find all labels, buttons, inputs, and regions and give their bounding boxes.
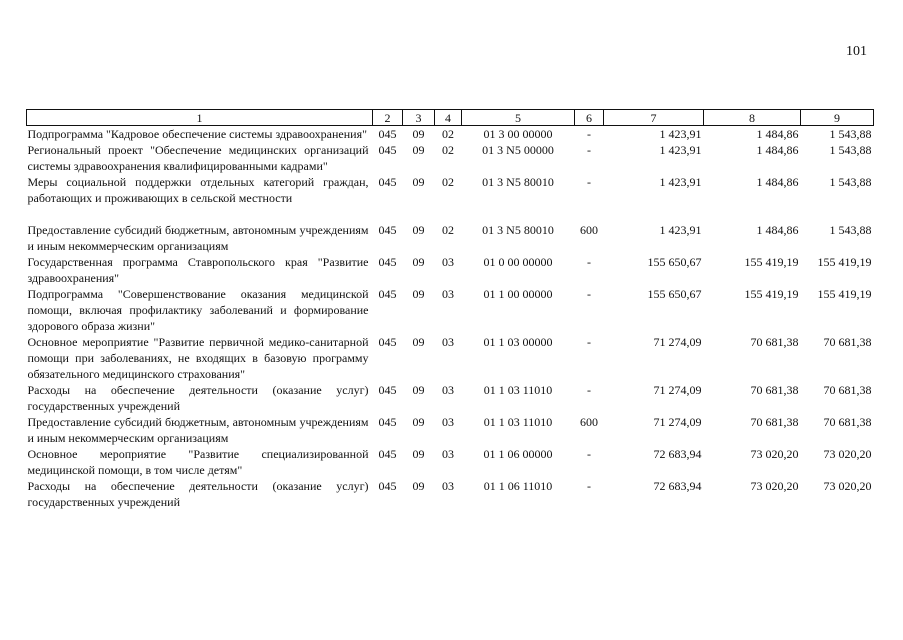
row-target-code: 01 0 00 00000 (483, 255, 553, 269)
header-col-9: 9 (801, 110, 874, 126)
row-admin-code: 045 (378, 479, 397, 493)
row-amount-7: 1 423,91 (659, 175, 702, 189)
row-target-code: 01 1 06 00000 (483, 447, 553, 461)
row-amount-9: 1 543,88 (829, 143, 872, 157)
row-section: 09 (412, 479, 425, 493)
table-row (27, 446, 874, 478)
row-target-code: 01 1 06 11010 (483, 479, 553, 493)
row-section: 09 (412, 143, 425, 157)
row-amount-7: 155 650,67 (647, 255, 702, 269)
row-subsection: 03 (442, 383, 454, 397)
row-name: Предоставление субсидий бюджетным, автономным учреждениям и иным некоммерческим организациям (27, 415, 369, 445)
row-amount-9: 155 419,19 (817, 255, 872, 269)
row-section: 09 (412, 127, 425, 141)
page-number: 101 (846, 44, 867, 59)
table-row (27, 206, 874, 254)
row-name: Меры социальной поддержки отдельных категорий граждан, работающих и проживающих в сельской местности (27, 175, 369, 205)
row-admin-code: 045 (378, 143, 397, 157)
row-amount-7: 72 683,94 (653, 479, 702, 493)
row-name: Предоставление субсидий бюджетным, автономным учреждениям и иным некоммерческим организациям (27, 223, 369, 253)
row-expense-type: - (587, 479, 591, 493)
row-admin-code: 045 (378, 127, 397, 141)
row-admin-code: 045 (378, 175, 397, 189)
header-col-2: 2 (373, 110, 403, 126)
row-amount-9: 155 419,19 (817, 287, 872, 301)
row-amount-8: 1 484,86 (756, 127, 799, 141)
row-target-code: 01 1 03 11010 (483, 415, 553, 429)
table-row (27, 126, 874, 143)
row-subsection: 03 (442, 447, 454, 461)
table-row (27, 286, 874, 334)
row-name: Расходы на обеспечение деятельности (оказание услуг) государственных учреждений (27, 383, 369, 413)
row-amount-7: 71 274,09 (653, 383, 702, 397)
row-amount-8: 73 020,20 (750, 447, 799, 461)
row-amount-8: 155 419,19 (744, 287, 799, 301)
row-name: Расходы на обеспечение деятельности (оказание услуг) государственных учреждений (27, 479, 369, 509)
row-name: Подпрограмма "Совершенствование оказания медицинской помощи, включая профилактику заболеваний и формирование здорового образа жизни" (27, 287, 369, 333)
row-expense-type: - (587, 287, 591, 301)
table-row (27, 254, 874, 286)
row-target-code: 01 1 03 11010 (483, 383, 553, 397)
header-col-8: 8 (704, 110, 801, 126)
header-col-3: 3 (403, 110, 435, 126)
row-target-code: 01 3 N5 00000 (482, 143, 554, 157)
row-amount-9: 70 681,38 (823, 383, 872, 397)
row-amount-7: 1 423,91 (659, 127, 702, 141)
row-amount-8: 1 484,86 (756, 175, 799, 189)
row-admin-code: 045 (378, 223, 397, 237)
row-expense-type: - (587, 255, 591, 269)
row-amount-8: 1 484,86 (756, 223, 799, 237)
header-col-7: 7 (604, 110, 704, 126)
row-subsection: 03 (442, 415, 454, 429)
row-section: 09 (412, 223, 425, 237)
row-subsection: 03 (442, 287, 454, 301)
row-subsection: 03 (442, 335, 454, 349)
row-amount-9: 1 543,88 (829, 175, 872, 189)
row-name: Основное мероприятие "Развитие специализированной медицинской помощи, в том числе детям" (27, 447, 369, 477)
row-expense-type: 600 (580, 223, 598, 237)
row-expense-type: - (587, 383, 591, 397)
row-admin-code: 045 (378, 447, 397, 461)
row-expense-type: - (587, 127, 591, 141)
row-expense-type: - (587, 335, 591, 349)
header-col-6: 6 (575, 110, 604, 126)
row-amount-9: 1 543,88 (829, 223, 872, 237)
header-row (27, 110, 874, 126)
row-amount-7: 1 423,91 (659, 223, 702, 237)
row-admin-code: 045 (378, 335, 397, 349)
row-admin-code: 045 (378, 287, 397, 301)
table-row (27, 478, 874, 510)
row-admin-code: 045 (378, 415, 397, 429)
row-amount-9: 70 681,38 (823, 335, 872, 349)
row-amount-8: 1 484,86 (756, 143, 799, 157)
row-section: 09 (412, 255, 425, 269)
table-row (27, 334, 874, 382)
row-admin-code: 045 (378, 383, 397, 397)
table-row (27, 142, 874, 174)
header-col-4: 4 (435, 110, 462, 126)
row-name: Государственная программа Ставропольского края "Развитие здравоохранения" (27, 255, 369, 285)
row-amount-8: 70 681,38 (750, 335, 799, 349)
header-col-1: 1 (27, 110, 373, 126)
row-admin-code: 045 (378, 255, 397, 269)
row-expense-type: - (587, 143, 591, 157)
row-expense-type: 600 (580, 415, 598, 429)
row-amount-8: 155 419,19 (744, 255, 799, 269)
row-amount-7: 71 274,09 (653, 335, 702, 349)
row-target-code: 01 1 03 00000 (483, 335, 553, 349)
row-subsection: 03 (442, 255, 454, 269)
row-target-code: 01 3 00 00000 (483, 127, 553, 141)
row-section: 09 (412, 383, 425, 397)
row-amount-8: 70 681,38 (750, 383, 799, 397)
row-expense-type: - (587, 447, 591, 461)
row-section: 09 (412, 175, 425, 189)
row-section: 09 (412, 415, 425, 429)
budget-table (26, 109, 874, 510)
row-target-code: 01 1 00 00000 (483, 287, 553, 301)
row-name: Региональный проект "Обеспечение медицинских организаций системы здравоохранения квалифицированными кадрами" (27, 143, 369, 173)
row-section: 09 (412, 287, 425, 301)
row-amount-8: 73 020,20 (750, 479, 799, 493)
row-subsection: 02 (442, 127, 454, 141)
row-amount-9: 73 020,20 (823, 447, 872, 461)
table-row (27, 174, 874, 206)
row-amount-9: 70 681,38 (823, 415, 872, 429)
row-name: Основное мероприятие "Развитие первичной медико-санитарной помощи при заболеваниях, не входящих в базовую программу обязательного медицинского страхования" (27, 335, 369, 381)
row-section: 09 (412, 447, 425, 461)
row-amount-7: 155 650,67 (647, 287, 702, 301)
table-body (27, 126, 874, 511)
table-header (27, 110, 874, 126)
row-subsection: 03 (442, 479, 454, 493)
row-expense-type: - (587, 175, 591, 189)
row-amount-7: 72 683,94 (653, 447, 702, 461)
table-row (27, 382, 874, 414)
row-target-code: 01 3 N5 80010 (482, 175, 554, 189)
row-amount-9: 1 543,88 (829, 127, 872, 141)
table-row (27, 414, 874, 446)
row-subsection: 02 (442, 143, 454, 157)
row-amount-8: 70 681,38 (750, 415, 799, 429)
row-subsection: 02 (442, 223, 454, 237)
row-amount-7: 71 274,09 (653, 415, 702, 429)
row-amount-7: 1 423,91 (659, 143, 702, 157)
row-subsection: 02 (442, 175, 454, 189)
row-name: Подпрограмма "Кадровое обеспечение системы здравоохранения" (27, 127, 368, 141)
row-section: 09 (412, 335, 425, 349)
row-amount-9: 73 020,20 (823, 479, 872, 493)
row-target-code: 01 3 N5 80010 (482, 223, 554, 237)
header-col-5: 5 (462, 110, 575, 126)
